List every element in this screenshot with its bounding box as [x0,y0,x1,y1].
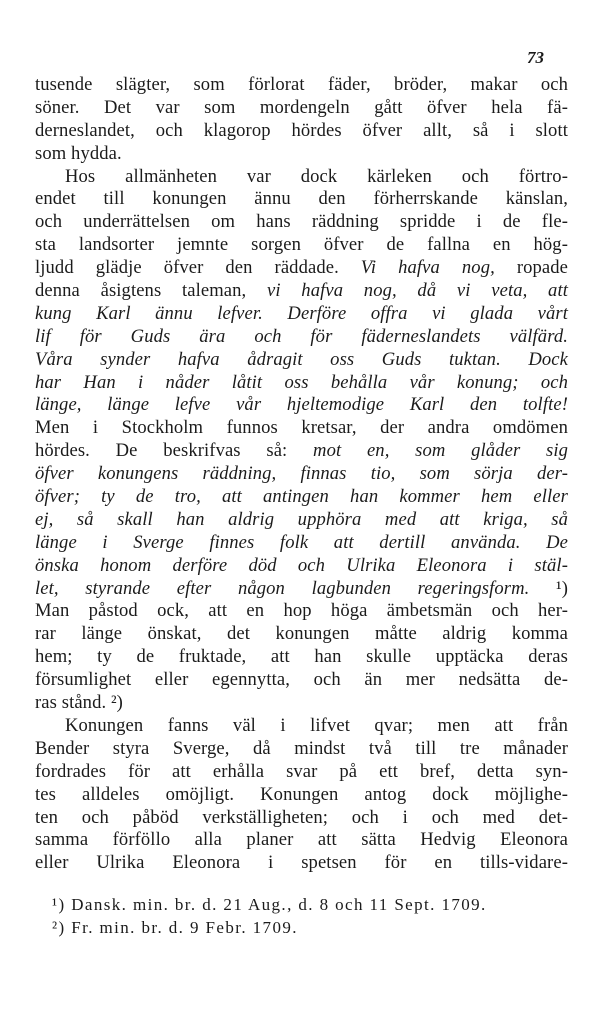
text-line: samma förföllo alla planer att sätta Hedvig Eleonora [35,829,568,851]
footnotes [52,893,562,939]
text-line: önska honom derföre död och Ulrika Eleonora i stäl- [35,554,568,576]
text-line: söner. Det var som mordengeln gått öfver hela fä- [35,96,568,118]
italic-run: Vi hafva nog, [360,257,495,279]
text-line: öfver konungens räddning, finnas tio, som sörja der- [35,463,568,485]
text-line: Hos allmänheten var dock kärleken och förtro- [65,165,568,187]
text-line: Våra synder hafva ådragit oss Guds tuktan. Dock [35,348,568,370]
roman-run: ¹) [529,577,568,599]
roman-run: ljudd glädje öfver den räddade. [35,257,361,279]
text-line: sta landsorter jemnte sorgen öfver de fallna en hög- [35,234,568,256]
text-line: derneslandet, och klagorop hördes öfver allt, så i slott [35,119,568,141]
text-line [35,578,568,601]
text-line: hem; ty de fruktade, att han skulle upptäcka deras [35,646,568,668]
italic-run: vi hafva nog, då vi veta, att [266,280,568,302]
italic-run: let, styrande efter någon lagbunden regeringsform. [35,577,530,599]
text-line: Man påstod ock, att en hop höga ämbetsmän och her- [35,600,568,622]
footnote-text: Dansk. min. br. d. 21 Aug., d. 8 och 11 Sept. 1709. [71,895,487,914]
text-line: lif för Guds ära och för fäderneslandets välfärd. [35,325,568,347]
text-line [35,280,568,303]
roman-run: denna åsigtens taleman, [35,280,267,302]
footnote-text: Fr. min. br. d. 9 Febr. 1709. [71,918,298,937]
text-line: länge, länge lefve vår hjeltemodige Karl den tolfte! [35,394,568,416]
text-line: öfver; ty de tro, att antingen han kommer hem eller [35,486,568,508]
text-line: Bender styra Sverge, då mindst två till tre månader [35,737,568,759]
text-line: endet till konungen ännu den förherrskande känslan, [35,188,568,210]
text-line: försumlighet eller egennytta, och än mer nedsätta de- [35,669,568,691]
text-line: Men i Stockholm funnos kretsar, der andra omdömen [35,417,568,439]
text-line: tusende slägter, som förlorat fäder, bröder, makar och [35,74,568,95]
text-line [35,257,568,280]
footnote [52,916,562,939]
text-line: Konungen fanns väl i lifvet qvar; men att från [65,714,568,736]
italic-run: mot en, som glåder sig [313,440,569,462]
text-line: tes alldeles omöjligt. Konungen antog dock möjlighe- [35,783,568,805]
text-line: ras stånd. ²) [35,692,123,714]
footnote [52,893,562,916]
text-line: länge i Sverge finnes folk att dertill använda. De [35,531,568,553]
roman-run: ropade [494,257,569,279]
text-line: fordrades för att erhålla svar på ett bref, detta syn- [35,760,568,782]
text-line [35,440,568,463]
text-line: har Han i nåder låtit oss behålla vår konung; och [35,371,568,393]
text-line: ten och påböd verkställigheten; och i och med det- [35,806,568,828]
text-line: kung Karl ännu lefver. Derföre offra vi glada vårt [35,302,568,324]
page-number: 73 [527,48,544,67]
footnote-marker: ¹) [52,895,66,914]
roman-run: hördes. De beskrifvas så: [35,440,314,462]
text-line: och underrättelsen om hans räddning spridde i de fle- [35,211,568,233]
text-line: ej, så skall han aldrig upphöra med att kriga, så [35,508,568,530]
footnote-marker: ²) [52,918,66,937]
text-line: som hydda. [35,142,122,164]
text-line: eller Ulrika Eleonora i spetsen för en tills-vidare- [35,852,568,874]
body-text [35,74,568,875]
text-line: rar länge önskat, det konungen måtte aldrig komma [35,623,568,645]
